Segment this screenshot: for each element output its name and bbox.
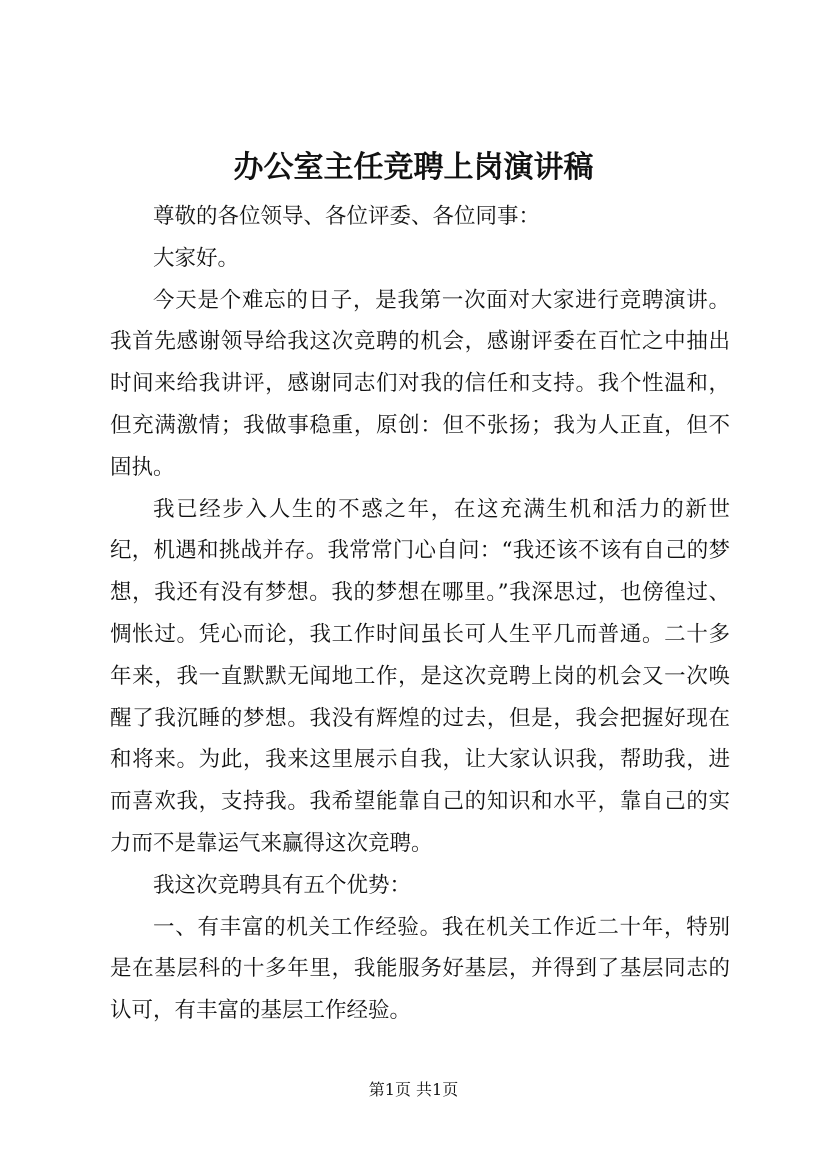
paragraph-salutation: 尊敬的各位领导、各位评委、各位同事：	[153, 204, 541, 229]
paragraph-background: 我已经步入人生的不惑之年，在这充满生机和活力的新世纪，机遇和挑战并存。我常常门心自问：“我还该不该有自己的梦想，我还有没有梦想。我的梦想在哪里。”我深思过，也傍徨过、惆怅过。凭心而论，我工作时间虽长可人生平几而普通。二十多年来，我一直默默无闻地工作，是这次竞聘上岗的机会又一次唤醒了我沉睡的梦想。我没有辉煌的过去，但是，我会把握好现在和将来。为此，我来这里展示自我，让大家认识我，帮助我，进而喜欢我，支持我。我希望能靠自己的知识和水平，靠自己的实力而不是靠运气来赢得这次竞聘。	[110, 496, 730, 856]
paragraph-advantage-one: 一、有丰富的机关工作经验。我在机关工作近二十年，特别是在基层科的十多年里，我能服务好基层，并得到了基层同志的认可，有丰富的基层工作经验。	[110, 914, 730, 1024]
page-footer: 第1页 共1页	[368, 1080, 459, 1099]
paragraph-greeting: 大家好。	[153, 245, 240, 271]
document-title: 办公室主任竞聘上岗演讲稿	[233, 150, 594, 185]
document-body	[110, 196, 730, 1032]
paragraph-introduction: 今天是个难忘的日子，是我第一次面对大家进行竞聘演讲。我首先感谢领导给我这次竞聘的机会，感谢评委在百忙之中抽出时间来给我讲评，感谢同志们对我的信任和支持。我个性温和，但充满激情；我做事稳重，原创：但不张扬；我为人正直，但不固执。	[110, 287, 730, 480]
paragraph-advantages-heading: 我这次竞聘具有五个优势：	[153, 872, 412, 898]
